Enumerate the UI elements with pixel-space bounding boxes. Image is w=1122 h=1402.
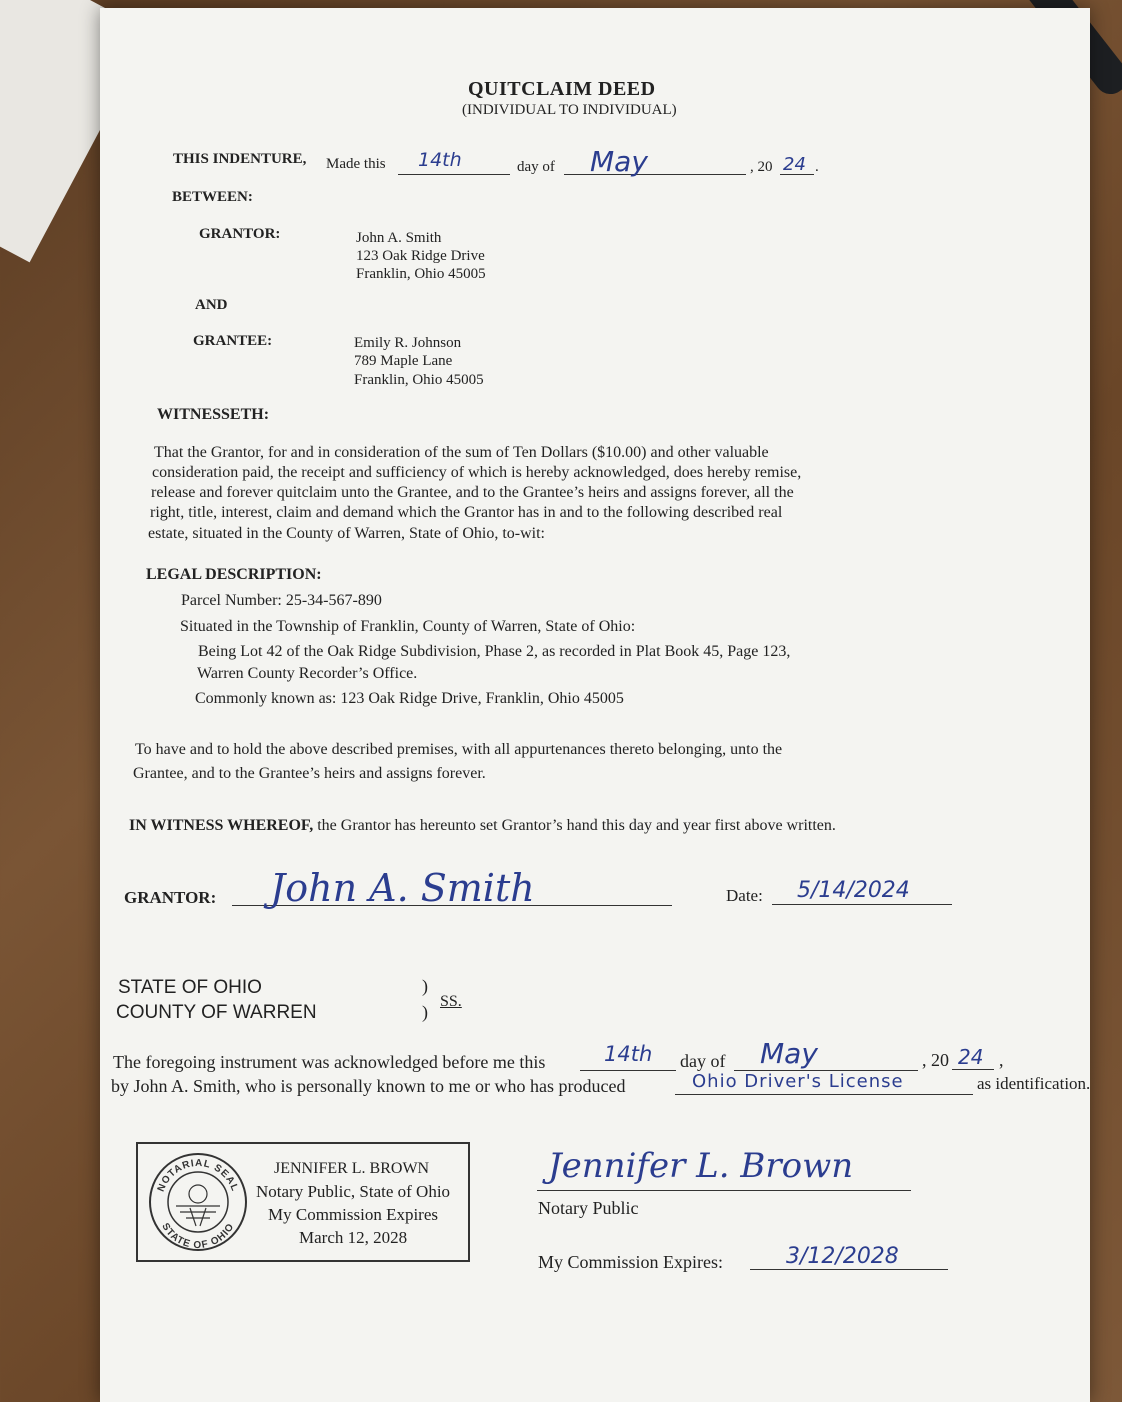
witnesseth-line: That the Grantor, for and in consideration of the sum of Ten Dollars ($10.00) and other valuable <box>154 444 769 461</box>
date-line <box>772 904 952 905</box>
ack-month: May <box>760 1037 818 1070</box>
witness-clause-bold: IN WITNESS WHEREOF, <box>129 817 314 834</box>
notary-signature: Jennifer L. Brown <box>548 1146 854 1186</box>
witnesseth-line: release and forever quitclaim unto the Grantee, and to the Grantee’s heirs and assigns forever, all the <box>151 484 794 501</box>
witnesseth-label: WITNESSETH: <box>157 406 270 423</box>
grantor-date: 5/14/2024 <box>797 878 910 903</box>
indenture-period: . <box>815 159 819 175</box>
notary-stamp <box>136 1142 470 1262</box>
between-label: BETWEEN: <box>172 189 253 205</box>
indenture-label: THIS INDENTURE, <box>173 151 307 167</box>
grantor-signature-label: GRANTOR: <box>124 888 217 907</box>
notary-seal-icon <box>146 1150 250 1254</box>
day-of-text: day of <box>517 159 555 175</box>
notary-stamp-expires-label: My Commission Expires <box>268 1205 439 1224</box>
ack-day: 14th <box>604 1042 653 1066</box>
ack-year-line <box>952 1069 994 1070</box>
made-this-text: Made this <box>326 156 386 172</box>
ack-year-suffix: , <box>999 1050 1004 1070</box>
day-line <box>398 174 510 175</box>
ack-line-2-suffix: as identification. <box>977 1074 1091 1093</box>
habendum-line: To have and to hold the above described premises, with all appurtenances thereto belonging, unto the <box>135 741 783 758</box>
grantee-address-1: 789 Maple Lane <box>354 353 453 369</box>
notary-stamp-name: JENNIFER L. BROWN <box>274 1160 430 1177</box>
ack-day-line <box>580 1070 676 1071</box>
document-subtitle: (INDIVIDUAL TO INDIVIDUAL) <box>462 102 677 118</box>
date-label: Date: <box>726 886 763 905</box>
indenture-month: May <box>590 145 648 178</box>
venue-paren: ) <box>422 976 428 996</box>
commonly-known-as: Commonly known as: 123 Oak Ridge Drive, Franklin, Ohio 45005 <box>195 690 624 707</box>
venue-paren: ) <box>422 1002 428 1022</box>
and-label: AND <box>195 297 228 313</box>
seal-bottom-text: STATE OF OHIO <box>159 1221 237 1252</box>
indenture-day: 14th <box>418 149 462 171</box>
indenture-year: 24 <box>783 154 806 175</box>
seal-top-text: NOTARIAL SEAL <box>155 1157 241 1194</box>
venue-county: COUNTY OF WARREN <box>116 1002 317 1023</box>
notary-public-label: Notary Public <box>538 1198 639 1218</box>
lot-description-1: Being Lot 42 of the Oak Ridge Subdivision, Phase 2, as recorded in Plat Book 45, Page 123, <box>198 643 791 660</box>
year-prefix: , 20 <box>750 159 773 175</box>
ack-line-1: The foregoing instrument was acknowledged before me this <box>113 1052 546 1072</box>
grantee-label: GRANTEE: <box>193 333 273 349</box>
notary-stamp-title: Notary Public, State of Ohio <box>256 1182 451 1201</box>
ack-id-value: Ohio Driver's License <box>692 1071 904 1092</box>
ack-day-of: day of <box>680 1051 726 1071</box>
commission-expires-label: My Commission Expires: <box>538 1252 724 1272</box>
witnesseth-line: consideration paid, the receipt and sufficiency of which is hereby acknowledged, does hereby remise, <box>152 464 802 481</box>
legal-description-label: LEGAL DESCRIPTION: <box>146 566 322 583</box>
parcel-number: Parcel Number: 25-34-567-890 <box>181 592 382 609</box>
ack-year-prefix: , 20 <box>922 1050 949 1070</box>
venue-state: STATE OF OHIO <box>118 977 262 998</box>
commission-expires-date: 3/12/2028 <box>786 1244 899 1269</box>
situated-text: Situated in the Township of Franklin, County of Warren, State of Ohio: <box>180 618 636 635</box>
grantor-name: John A. Smith <box>356 230 442 246</box>
notary-stamp-expires-date: March 12, 2028 <box>299 1228 408 1247</box>
document-title: QUITCLAIM DEED <box>468 78 656 100</box>
grantor-label: GRANTOR: <box>199 226 281 242</box>
notary-signature-line <box>537 1190 911 1191</box>
lot-description-2: Warren County Recorder’s Office. <box>197 665 418 682</box>
grantor-address-1: 123 Oak Ridge Drive <box>356 248 485 264</box>
grantor-signature: John A. Smith <box>270 866 535 910</box>
svg-text:STATE OF OHIO <box>159 1221 236 1251</box>
witnesseth-line: right, title, interest, claim and demand which the Grantor has in and to the following described real <box>150 504 783 521</box>
grantee-address-2: Franklin, Ohio 45005 <box>354 372 484 388</box>
witnesseth-line: estate, situated in the County of Warren, State of Ohio, to-wit: <box>148 525 545 542</box>
ack-year: 24 <box>958 1045 984 1069</box>
deed-page <box>100 8 1090 1402</box>
witness-clause-rest: the Grantor has hereunto set Grantor’s hand this day and year first above written. <box>317 817 836 834</box>
grantee-name: Emily R. Johnson <box>354 335 462 351</box>
habendum-line: Grantee, and to the Grantee’s heirs and assigns forever. <box>133 765 486 782</box>
ack-line-2: by John A. Smith, who is personally known to me or who has produced <box>111 1076 626 1096</box>
grantor-address-2: Franklin, Ohio 45005 <box>356 266 486 282</box>
witness-clause <box>129 817 836 835</box>
venue-ss: SS. <box>440 993 462 1010</box>
ack-id-line <box>675 1094 973 1095</box>
